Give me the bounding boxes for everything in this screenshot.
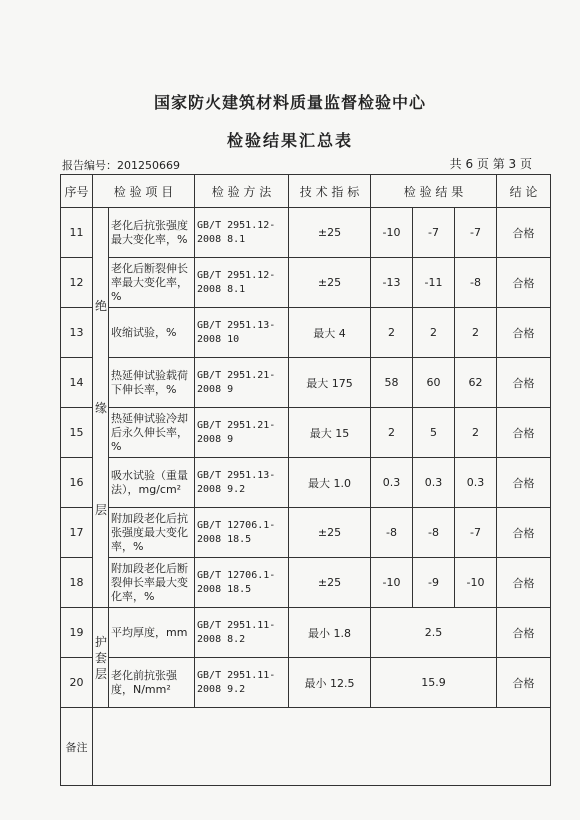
- table-row: [61, 308, 551, 358]
- table-row: [61, 408, 551, 458]
- conclusion: 合格: [497, 208, 551, 258]
- header-row: [61, 175, 551, 208]
- test-method: GB/T 12706.1-2008 18.5: [195, 508, 289, 558]
- report-number: 报告编号：201250669: [62, 159, 180, 172]
- test-item: 平均厚度，mm: [109, 608, 195, 658]
- test-method: GB/T 2951.21-2008 9: [195, 408, 289, 458]
- table-row: [61, 458, 551, 508]
- row-no: 11: [61, 208, 93, 258]
- test-item: 老化后抗张强度最大变化率，%: [109, 208, 195, 258]
- row-no: 19: [61, 608, 93, 658]
- result-1: -13: [371, 258, 413, 308]
- table-row: [61, 508, 551, 558]
- conclusion: 合格: [497, 358, 551, 408]
- result-3: -7: [455, 508, 497, 558]
- result-1: -10: [371, 208, 413, 258]
- table-row: [61, 608, 551, 658]
- result-2: -7: [413, 208, 455, 258]
- test-method: GB/T 2951.13-2008 10: [195, 308, 289, 358]
- result-2: -9: [413, 558, 455, 608]
- test-item: 附加段老化后抗张强度最大变化率，%: [109, 508, 195, 558]
- conclusion: 合格: [497, 458, 551, 508]
- page-info: 共 6 页 第 3 页: [449, 157, 532, 171]
- test-item: 附加段老化后断裂伸长率最大变化率，%: [109, 558, 195, 608]
- result-2: 0.3: [413, 458, 455, 508]
- result: 2.5: [371, 608, 497, 658]
- table-row: [61, 658, 551, 708]
- spec: ±25: [289, 558, 371, 608]
- col-spec: 技 术 指 标: [289, 175, 371, 208]
- group-insulation: [93, 208, 109, 608]
- conclusion: 合格: [497, 608, 551, 658]
- row-no: 17: [61, 508, 93, 558]
- spec: 最大 1.0: [289, 458, 371, 508]
- test-item: 热延伸试验冷却后永久伸长率，%: [109, 408, 195, 458]
- group-char: 缘: [95, 400, 108, 415]
- group-char: 绝: [95, 298, 108, 313]
- test-item: 热延伸试验载荷下伸长率，%: [109, 358, 195, 408]
- test-method: GB/T 2951.12-2008 8.1: [195, 208, 289, 258]
- remarks-label: 备注: [61, 708, 93, 786]
- result-2: 60: [413, 358, 455, 408]
- row-no: 13: [61, 308, 93, 358]
- test-item: 老化后断裂伸长率最大变化率，%: [109, 258, 195, 308]
- remarks-row: [61, 708, 551, 786]
- test-method: GB/T 2951.12-2008 8.1: [195, 258, 289, 308]
- result-3: -10: [455, 558, 497, 608]
- result-3: 62: [455, 358, 497, 408]
- group-char: 层: [95, 502, 108, 517]
- result: 15.9: [371, 658, 497, 708]
- row-no: 14: [61, 358, 93, 408]
- group-char: 层: [95, 666, 108, 681]
- test-item: 吸水试验（重量法），mg/cm²: [109, 458, 195, 508]
- test-method: GB/T 12706.1-2008 18.5: [195, 558, 289, 608]
- result-1: 0.3: [371, 458, 413, 508]
- spec: 最大 175: [289, 358, 371, 408]
- row-no: 12: [61, 258, 93, 308]
- table-row: [61, 258, 551, 308]
- result-2: 5: [413, 408, 455, 458]
- test-method: GB/T 2951.13-2008 9.2: [195, 458, 289, 508]
- result-3: -7: [455, 208, 497, 258]
- result-2: -11: [413, 258, 455, 308]
- result-1: -10: [371, 558, 413, 608]
- document-title: 检验结果汇总表: [226, 131, 353, 150]
- row-no: 15: [61, 408, 93, 458]
- spec: 最小 1.8: [289, 608, 371, 658]
- result-2: -8: [413, 508, 455, 558]
- row-no: 20: [61, 658, 93, 708]
- spec: ±25: [289, 208, 371, 258]
- result-1: 2: [371, 308, 413, 358]
- conclusion: 合格: [497, 658, 551, 708]
- spec: ±25: [289, 258, 371, 308]
- org-title: 国家防火建筑材料质量监督检验中心: [153, 93, 426, 112]
- table-row: [61, 208, 551, 258]
- row-no: 18: [61, 558, 93, 608]
- table-row: [61, 358, 551, 408]
- col-method: 检 验 方 法: [195, 175, 289, 208]
- conclusion: 合格: [497, 408, 551, 458]
- col-no: 序号: [61, 175, 93, 208]
- result-1: -8: [371, 508, 413, 558]
- table-row: [61, 558, 551, 608]
- test-item: 老化前抗张强度，N/mm²: [109, 658, 195, 708]
- spec: 最小 12.5: [289, 658, 371, 708]
- conclusion: 合格: [497, 308, 551, 358]
- result-3: 2: [455, 408, 497, 458]
- test-method: GB/T 2951.11-2008 8.2: [195, 608, 289, 658]
- results-table: [60, 174, 551, 786]
- result-3: 2: [455, 308, 497, 358]
- conclusion: 合格: [497, 558, 551, 608]
- test-method: GB/T 2951.21-2008 9: [195, 358, 289, 408]
- group-char: 护: [95, 634, 108, 649]
- result-1: 2: [371, 408, 413, 458]
- spec: 最大 4: [289, 308, 371, 358]
- col-item: 检 验 项 目: [93, 175, 195, 208]
- group-char: 套: [95, 650, 108, 665]
- result-2: 2: [413, 308, 455, 358]
- conclusion: 合格: [497, 508, 551, 558]
- group-sheath: [93, 608, 109, 708]
- conclusion: 合格: [497, 258, 551, 308]
- spec: 最大 15: [289, 408, 371, 458]
- row-no: 16: [61, 458, 93, 508]
- spec: ±25: [289, 508, 371, 558]
- result-1: 58: [371, 358, 413, 408]
- test-item: 收缩试验，%: [109, 308, 195, 358]
- col-result: 检 验 结 果: [371, 175, 497, 208]
- col-conclusion: 结 论: [497, 175, 551, 208]
- test-method: GB/T 2951.11-2008 9.2: [195, 658, 289, 708]
- result-3: 0.3: [455, 458, 497, 508]
- remarks-content: [93, 708, 551, 786]
- result-3: -8: [455, 258, 497, 308]
